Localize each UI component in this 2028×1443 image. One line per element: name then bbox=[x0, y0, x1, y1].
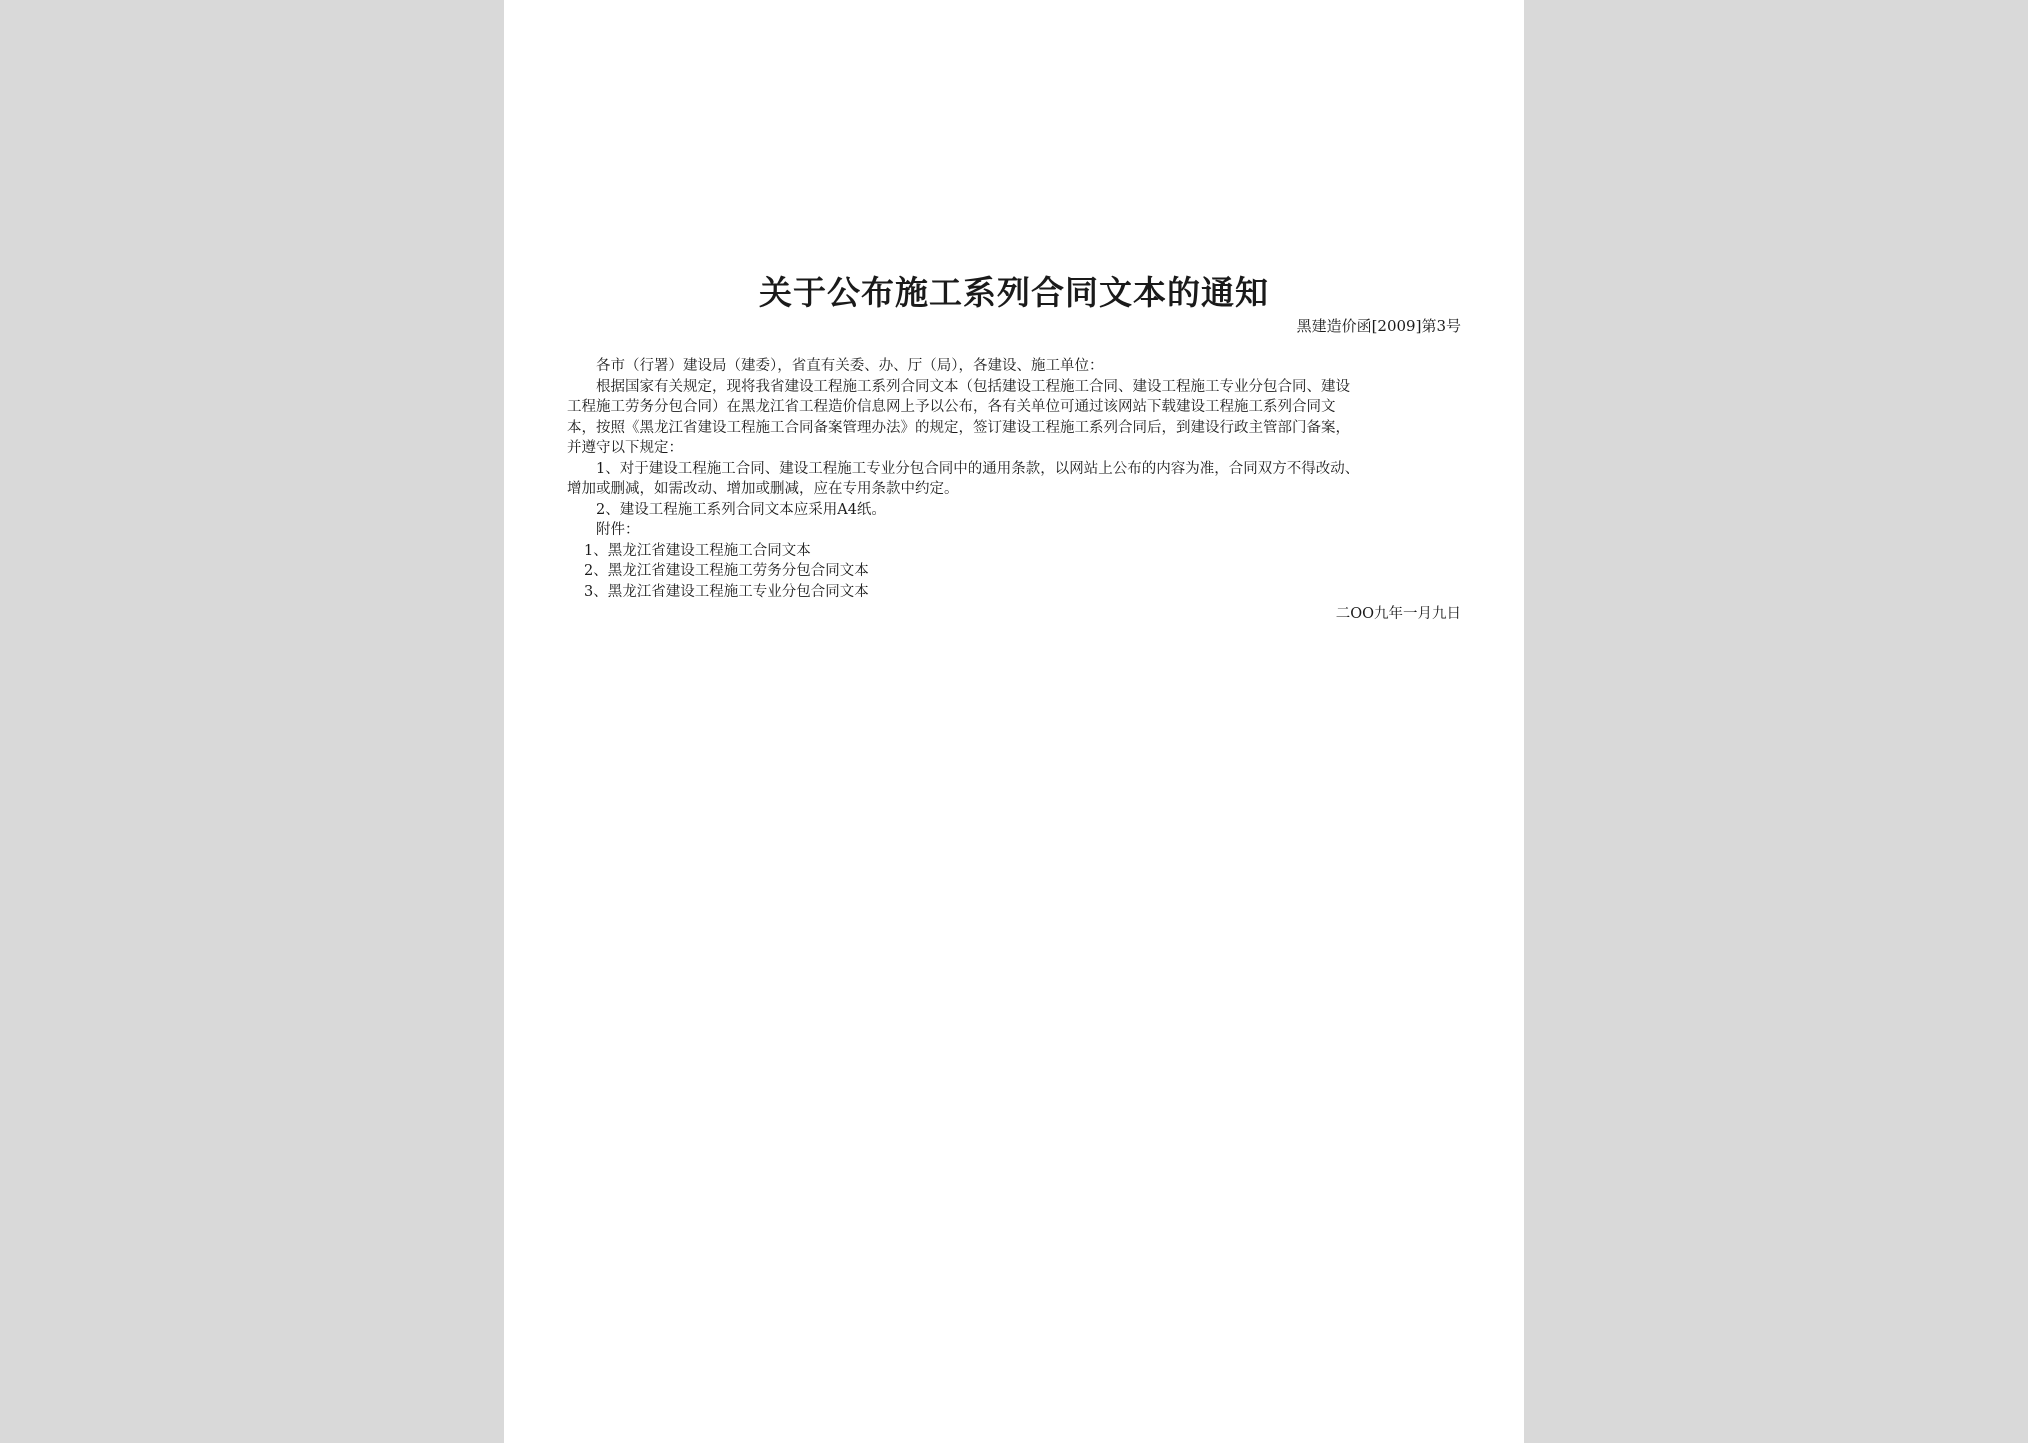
attachment-item: 1、黑龙江省建设工程施工合同文本 bbox=[584, 542, 811, 559]
attachment-item: 2、黑龙江省建设工程施工劳务分包合同文本 bbox=[584, 563, 869, 579]
paragraph-line: 根据国家有关规定，现将我省建设工程施工系列合同文本（包括建设工程施工合同、建设工程施工专业分包合同、建设 bbox=[596, 378, 1350, 395]
document-page bbox=[504, 0, 1524, 1443]
document-number: 黑建造价函[2009]第3号 bbox=[1296, 317, 1461, 335]
paragraph-line: 本，按照《黑龙江省建设工程施工合同备案管理办法》的规定，签订建设工程施工系列合同后，到建设行政主管部门备案， bbox=[567, 419, 1350, 436]
document-title: 关于公布施工系列合同文本的通知 bbox=[759, 273, 1269, 312]
rule-line: 1、对于建设工程施工合同、建设工程施工专业分包合同中的通用条款，以网站上公布的内容为准，合同双方不得改动、 bbox=[596, 460, 1360, 477]
paragraph-line: 工程施工劳务分包合同）在黑龙江省工程造价信息网上予以公布，各有关单位可通过该网站下载建设工程施工系列合同文 bbox=[567, 399, 1336, 415]
rule-line: 增加或删减，如需改动、增加或删减，应在专用条款中约定。 bbox=[567, 481, 959, 497]
salutation: 各市（行署）建设局（建委），省直有关委、办、厅（局），各建设、施工单位： bbox=[596, 358, 1104, 374]
document-date: 二OO九年一月九日 bbox=[1335, 606, 1461, 622]
attachments-label: 附件： bbox=[596, 522, 640, 538]
document-body bbox=[567, 356, 1461, 602]
attachment-item: 3、黑龙江省建设工程施工专业分包合同文本 bbox=[584, 583, 869, 600]
paragraph-line: 并遵守以下规定： bbox=[567, 440, 683, 456]
rule-line: 2、建设工程施工系列合同文本应采用A4纸。 bbox=[596, 501, 886, 518]
